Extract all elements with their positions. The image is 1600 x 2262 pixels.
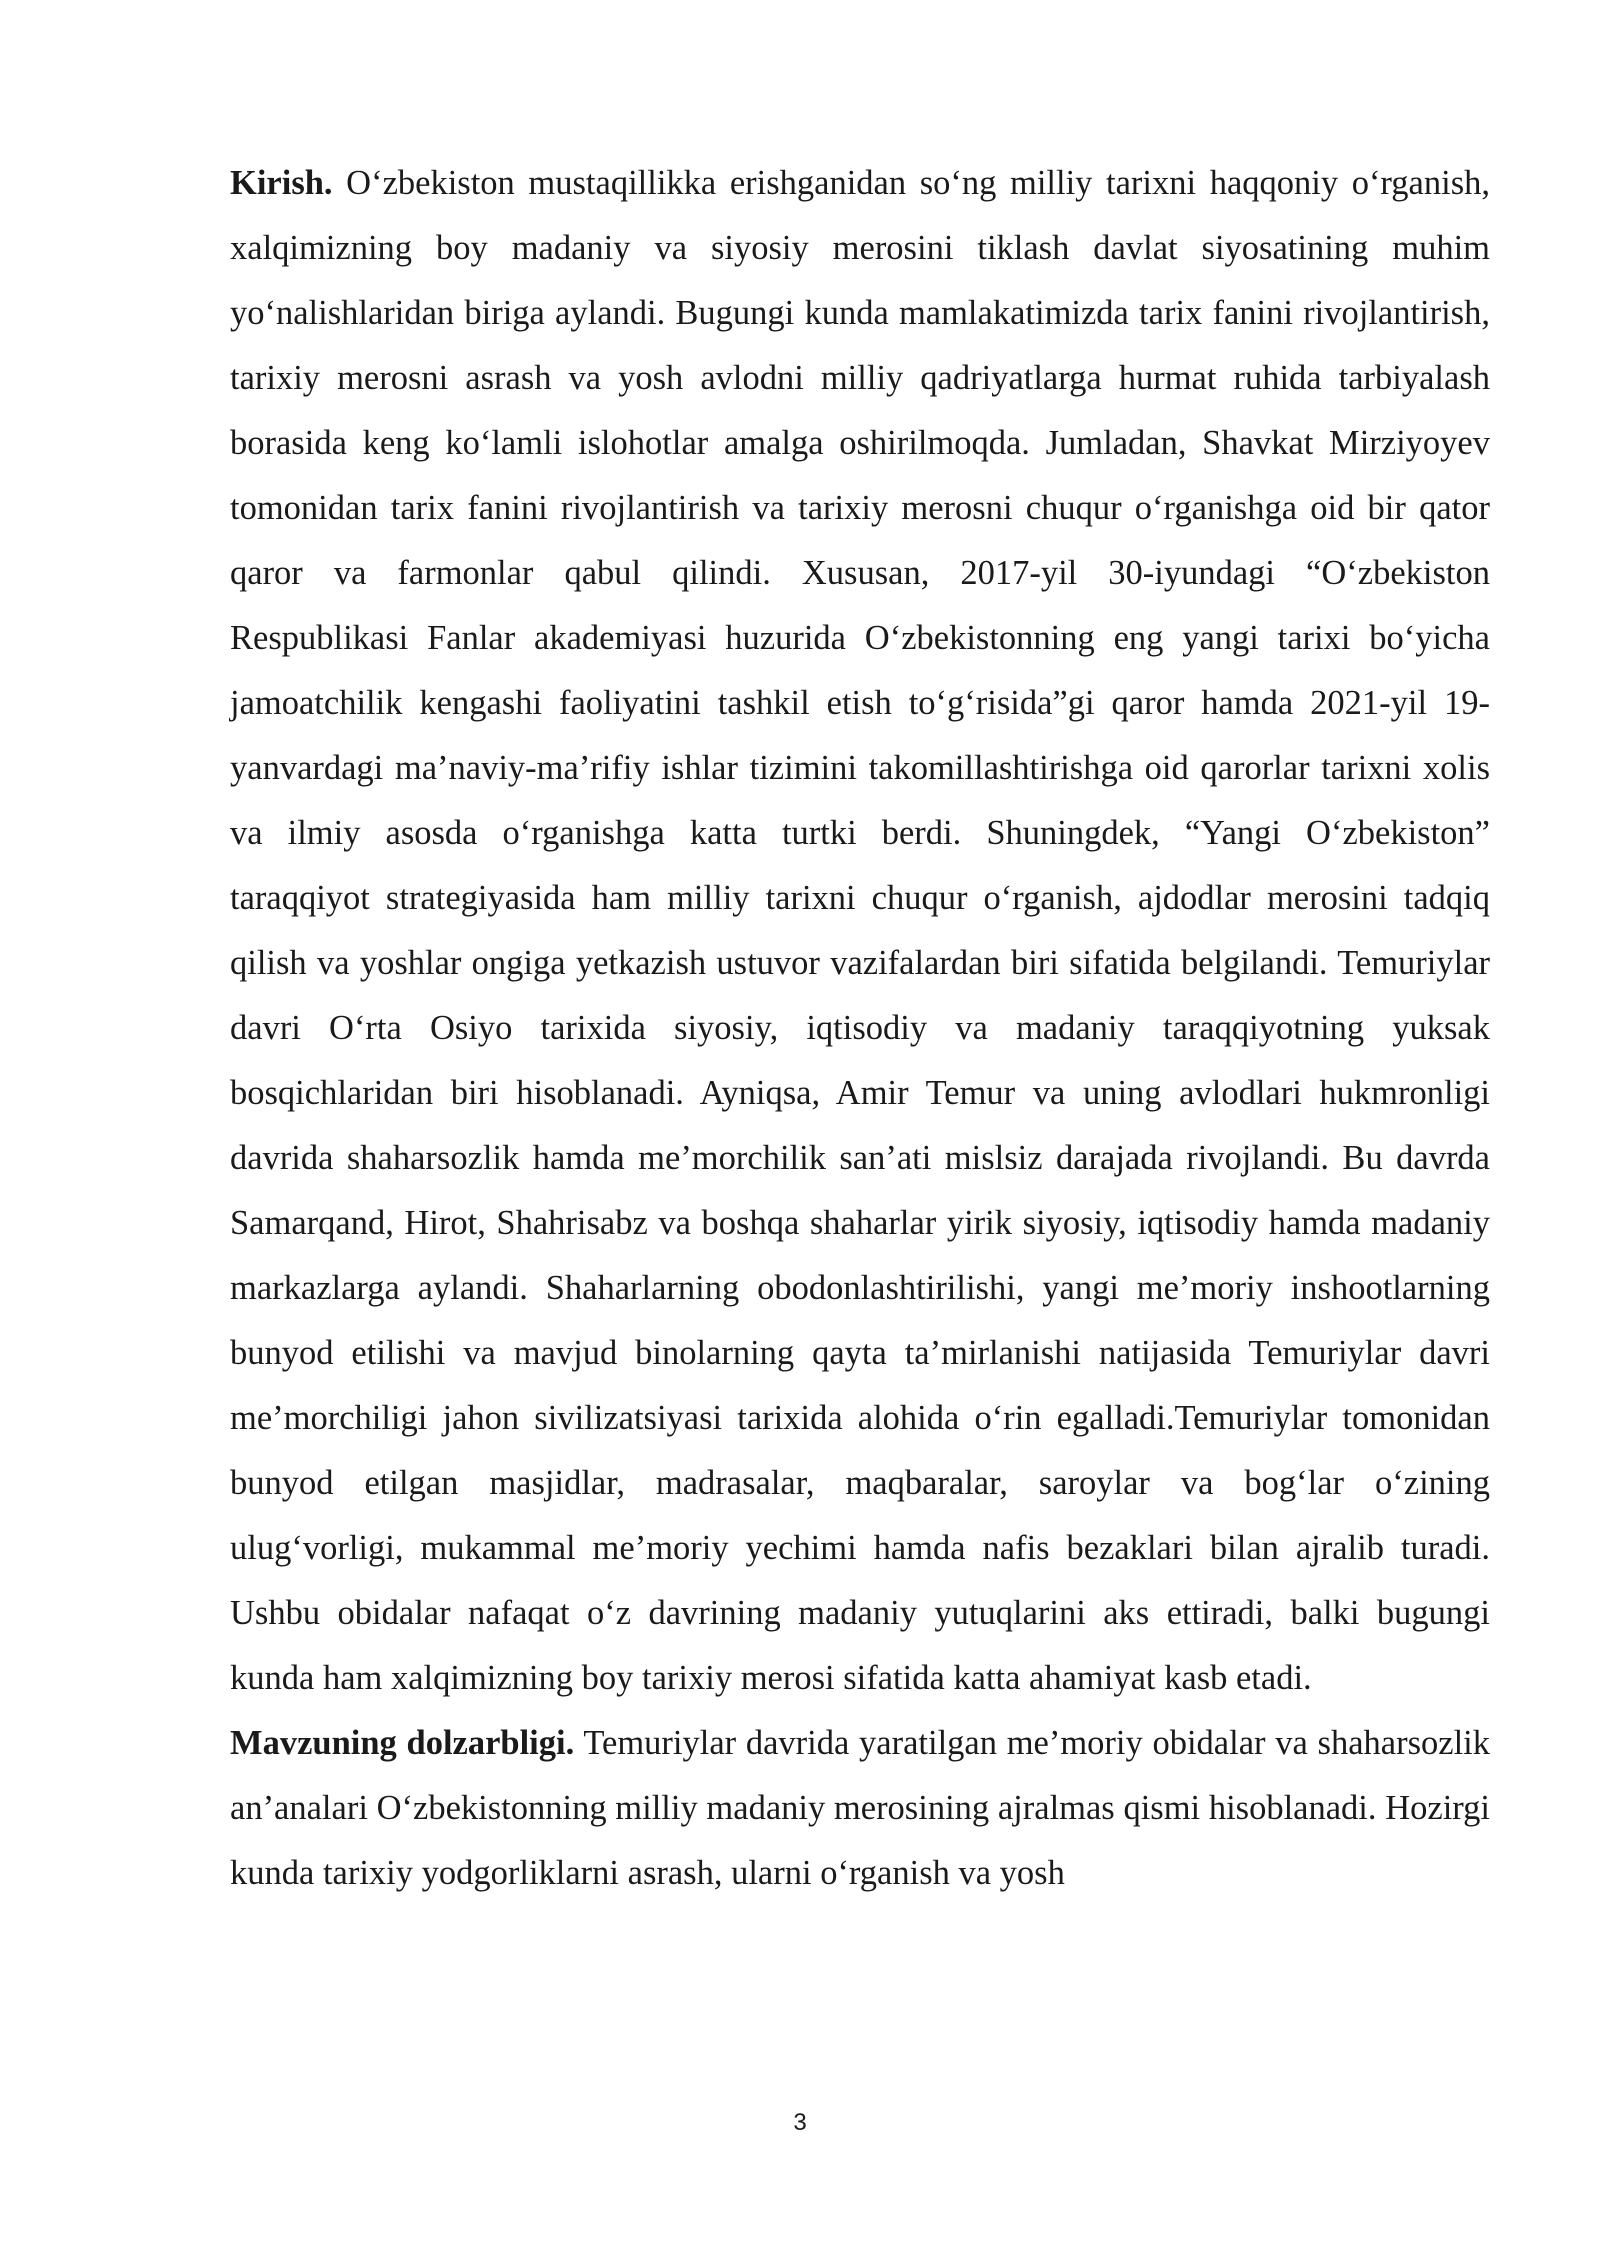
heading-introduction: Kirish. (230, 164, 333, 202)
paragraph-introduction-text: O‘zbekiston mustaqillikka erishganidan so‘ng milliy tarixni haqqoniy o‘rganish, xalqimizning boy madaniy va siyosiy merosini tiklash davlat siyosatining muhim yo‘nalishlaridan biriga aylandi. Bugungi kunda mamlakatimizda tarix fanini rivojlantirish, tarixiy merosni asrash va yosh avlodni milliy qadriyatlarga hurmat ruhida tarbiyalash borasida keng ko‘lamli islohotlar amalga oshirilmoqda. Jumladan, Shavkat Mirziyoyev tomonidan tarix fanini rivojlantirish va tarixiy merosni chuqur o‘rganishga oid bir qator qaror va farmonlar qabul qilindi. Xususan, 2017-yil 30-iyundagi “O‘zbekiston Respublikasi Fanlar akademiyasi huzurida O‘zbekistonning eng yangi tarixi bo‘yicha jamoatchilik kengashi faoliyatini tashkil etish to‘g‘risida”gi qaror hamda 2021-yil 19-yanvardagi ma’naviy-ma’rifiy ishlar tizimini takomillashtirishga oid qarorlar tarixni xolis va ilmiy asosda o‘rganishga katta turtki berdi. Shuningdek, “Yangi O‘zbekiston” taraqqiyot strategiyasida ham milliy tarixni chuqur o‘rganish, ajdodlar merosini tadqiq qilish va yoshlar ongiga yetkazish ustuvor vazifalardan biri sifatida belgilandi. Temuriylar davri O‘rta Osiyo tarixida siyosiy, iqtisodiy va madaniy taraqqiyotning yuksak bosqichlaridan biri hisoblanadi. Ayniqsa, Amir Temur va uning avlodlari hukmronligi davrida shaharsozlik hamda me’morchilik san’ati mislsiz darajada rivojlandi. Bu davrda Samarqand, Hirot, Shahrisabz va boshqa shaharlar yirik siyosiy, iqtisodiy hamda madaniy markazlarga aylandi. Shaharlarning obodonlashtirilishi, yangi me’moriy inshootlarning bunyod etilishi va mavjud binolarning qayta ta’mirlanishi natijasida Temuriylar davri me’morchiligi jahon sivilizatsiyasi tarixida alohida o‘rin egalladi.Temuriylar tomonidan bunyod etilgan masjidlar, madrasalar, maqbaralar, saroylar va bog‘lar o‘zining ulug‘vorligi, mukammal me’moriy yechimi hamda nafis bezaklari bilan ajralib turadi. Ushbu obidalar nafaqat o‘z davrining madaniy yutuqlarini aks ettiradi, balki bugungi kunda ham xalqimizning boy tarixiy merosi sifatida katta ahamiyat kasb etadi. (230, 164, 1490, 1697)
paragraph-relevance-text: Temuriylar davrida yaratilgan me’moriy obidalar va shaharsozlik an’analari O‘zbekistonning milliy madaniy merosining ajralmas qismi hisoblanadi. Hozirgi kunda tarixiy yodgorliklarni asrash, ularni o‘rganish va yosh (230, 1724, 1490, 1892)
heading-relevance: Mavzuning dolzarbligi. (230, 1724, 575, 1762)
page-number: 3 (793, 2109, 807, 2136)
paragraph-introduction (230, 151, 1490, 1711)
paragraph-relevance (230, 1711, 1490, 1906)
document-page (230, 151, 1490, 1906)
